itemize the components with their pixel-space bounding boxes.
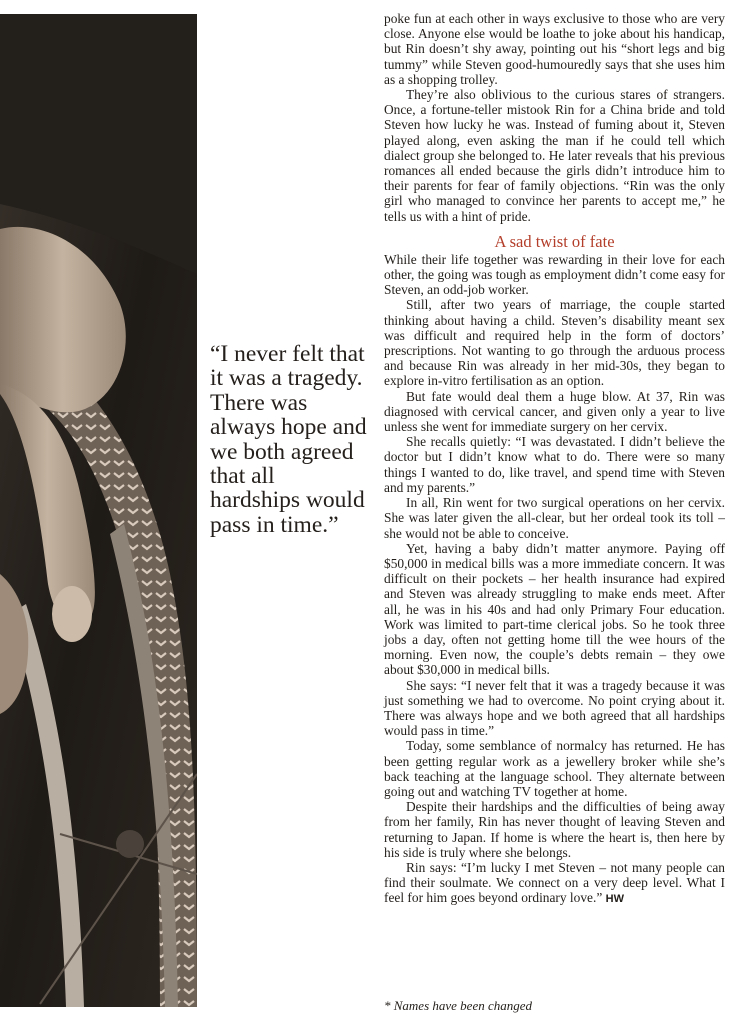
article-paragraph: But fate would deal them a huge blow. At 37, Rin was diagnosed with cervical cancer, and given only a year to live unless she went for immediate surgery on her cervix. <box>384 388 725 435</box>
article-paragraph: In all, Rin went for two surgical operations on her cervix. She was later given the all-clear, but her ordeal took its toll – she would not be able to conceive. <box>384 495 725 541</box>
pull-quote <box>210 342 370 537</box>
article-paragraph: Still, after two years of marriage, the couple started thinking about having a child. Steven’s disability meant sex was difficult and required help in the form of doctors’ prescriptions. Not wanting to go through the arduous process and because Rin was already in her mid-30s, they began to explore in-vitro fertilisation as an option. <box>384 297 725 389</box>
closing-text: Rin says: “I’m lucky I met Steven – not many people can find their soulmate. We connect on a very deep level. What I feel for him goes beyond ordinary love.” <box>384 859 725 906</box>
section-subheading: A sad twist of fate <box>494 231 615 251</box>
article-paragraph: While their life together was rewarding in their love for each other, the going was tough as employment didn’t come easy for Steven, an odd-job worker. <box>384 251 725 298</box>
footnote: * Names have been changed <box>384 998 533 1013</box>
article-paragraph: She recalls quietly: “I was devastated. I didn’t believe the doctor but I didn’t know what to do. There were so many things I wanted to do, like travel, and spend time with Steven and my parents.” <box>384 434 725 495</box>
article-paragraph: Today, some semblance of normalcy has returned. He has been getting regular work as a jewellery broker while she’s back teaching at the language school. They alternate between going out and watching TV together at home. <box>384 738 725 799</box>
article-paragraph: Yet, having a baby didn’t matter anymore. Paying off $50,000 in medical bills was a more immediate concern. It was difficult on their pockets – her health insurance had expired and Steven was already struggling to make ends meet. After all, he was in his 40s and had only Primary Four education. Work was limited to part-time clerical jobs. So he took three jobs a day, often not getting home till the wee hours of the morning. Even now, the couple’s debts remain – they owe about $30,000 in medical bills. <box>384 540 725 678</box>
article-paragraph: They’re also oblivious to the curious stares of strangers. Once, a fortune-teller mistook Rin for a China bride and told Steven how lucky he was. Instead of fuming about it, Steven played along, even asking the man if he could tell which dialect group she belonged to. He later reveals that his previous romances all ended because the girls didn’t introduce him to their parents for fear of family objections. “Rin was the only girl who managed to convince her parents to accept me,” he tells us with a hint of pride. <box>384 87 725 224</box>
wheelchair-photo <box>0 14 197 1007</box>
closing-paragraph <box>384 860 725 908</box>
author-signature: HW <box>605 893 624 906</box>
wheelchair-wheel-icon <box>0 14 197 1007</box>
article-paragraph: Despite their hardships and the difficulties of being away from her family, Rin has never thought of leaving Steven and returning to Japan. If home is where the heart is, then here by his side is truly where she belongs. <box>384 799 725 860</box>
article-body <box>384 11 725 908</box>
article-paragraph: poke fun at each other in ways exclusive to those who are very close. Anyone else would be loathe to joke about his handicap, but Rin doesn’t shy away, pointing out his “short legs and big tummy” while Steven good-humouredly says that she uses him as a shopping trolley. <box>384 11 725 87</box>
pull-quote-text: “I never felt that it was a tragedy. There was always hope and we both agreed that all hardships would pass in time.” <box>210 341 367 538</box>
article-paragraph: She says: “I never felt that it was a tragedy because it was just something we had to overcome. No point crying about it. There was always hope and we both agreed that all hardships would pass in time.” <box>384 677 725 739</box>
